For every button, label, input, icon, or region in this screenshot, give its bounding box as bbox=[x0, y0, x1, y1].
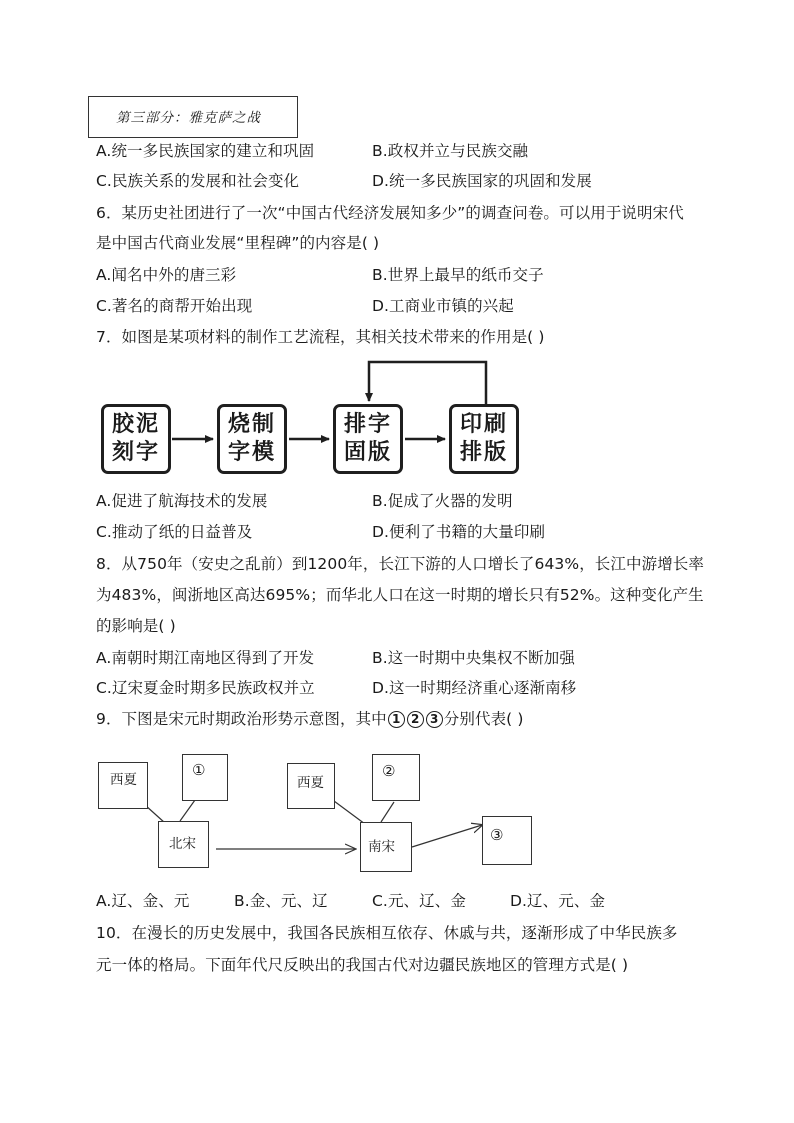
diagram-box-mark-1 bbox=[182, 754, 228, 801]
flow-step-3-top: 排字 bbox=[343, 412, 392, 437]
diagram-box-xixia-1 bbox=[98, 762, 148, 809]
q10-stem-line1: 10．在漫长的历史发展中，我国各民族相互依存、休戚与共，逐渐形成了中华民族多 bbox=[96, 924, 678, 942]
q9-option-b: B.金、元、辽 bbox=[234, 892, 328, 910]
q5-option-d: D.统一多民族国家的巩固和发展 bbox=[372, 172, 592, 190]
q9-stem bbox=[96, 709, 524, 729]
diagram-label-mark-3: ③ bbox=[490, 826, 504, 844]
diagram-box-beisong bbox=[158, 821, 209, 868]
q8-option-c: C.辽宋夏金时期多民族政权并立 bbox=[96, 679, 315, 697]
flow-step-1-bottom: 刻字 bbox=[111, 440, 160, 465]
section-title: 第三部分：雅克萨之战 bbox=[116, 110, 261, 126]
q8-option-a: A.南朝时期江南地区得到了开发 bbox=[96, 649, 315, 667]
q9-marker-3: 3 bbox=[426, 711, 443, 728]
q9-marker-1: 1 bbox=[388, 711, 405, 728]
flow-step-3-bottom: 固版 bbox=[343, 440, 392, 465]
q6-option-a: A.闻名中外的唐三彩 bbox=[96, 266, 237, 284]
diagram-label-beisong: 北宋 bbox=[169, 836, 196, 852]
q9-marker-2: 2 bbox=[407, 711, 424, 728]
flow-step-3 bbox=[333, 404, 403, 474]
diagram-box-nansong bbox=[360, 822, 412, 872]
flow-step-4 bbox=[449, 404, 519, 474]
q6-stem-line1: 6．某历史社团进行了一次“中国古代经济发展知多少”的调查问卷。可以用于说明宋代 bbox=[96, 204, 684, 222]
q8-stem-line3: 的影响是( ) bbox=[96, 617, 176, 635]
q9-stem-post: 分别代表( ) bbox=[443, 710, 524, 728]
q6-option-c: C.著名的商帮开始出现 bbox=[96, 297, 253, 315]
flow-step-1 bbox=[101, 404, 171, 474]
q7-option-a: A.促进了航海技术的发展 bbox=[96, 492, 268, 510]
q9-option-a: A.辽、金、元 bbox=[96, 892, 190, 910]
flow-step-4-bottom: 排版 bbox=[459, 440, 508, 465]
q7-option-c: C.推动了纸的日益普及 bbox=[96, 523, 253, 541]
q9-stem-pre: 9．下图是宋元时期政治形势示意图，其中 bbox=[96, 710, 387, 728]
flow-step-2-top: 烧制 bbox=[227, 412, 276, 437]
q5-option-c: C.民族关系的发展和社会变化 bbox=[96, 172, 300, 190]
q6-stem-line2: 是中国古代商业发展“里程碑”的内容是( ) bbox=[96, 234, 380, 252]
flow-step-4-top: 印刷 bbox=[459, 412, 508, 437]
q10-stem-line2: 元一体的格局。下面年代尺反映出的我国古代对边疆民族地区的管理方式是( ) bbox=[96, 956, 629, 974]
q9-option-c: C.元、辽、金 bbox=[372, 892, 466, 910]
diagram-label-mark-2: ② bbox=[382, 762, 396, 780]
diagram-label-xixia-1: 西夏 bbox=[110, 772, 137, 788]
flow-step-1-top: 胶泥 bbox=[111, 412, 160, 437]
q8-stem-line2: 为483%，闽浙地区高达695%；而华北人口在这一时期的增长只有52%。这种变化产生 bbox=[96, 586, 704, 604]
diagram-box-mark-3 bbox=[482, 816, 532, 865]
q9-option-d: D.辽、元、金 bbox=[510, 892, 606, 910]
q8-option-d: D.这一时期经济重心逐渐南移 bbox=[372, 679, 577, 697]
q6-option-d: D.工商业市镇的兴起 bbox=[372, 297, 514, 315]
diagram-label-xixia-2: 西夏 bbox=[297, 775, 324, 791]
q8-option-b: B.这一时期中央集权不断加强 bbox=[372, 649, 575, 667]
q5-option-b: B.政权并立与民族交融 bbox=[372, 142, 529, 160]
flow-step-2-bottom: 字模 bbox=[227, 440, 276, 465]
q8-stem-line1: 8．从750年（安史之乱前）到1200年，长江下游的人口增长了643%，长江中游增长率 bbox=[96, 555, 705, 573]
flow-step-2 bbox=[217, 404, 287, 474]
diagram-box-xixia-2 bbox=[287, 763, 335, 809]
q7-stem: 7．如图是某项材料的制作工艺流程，其相关技术带来的作用是( ) bbox=[96, 328, 545, 346]
q5-option-a: A.统一多民族国家的建立和巩固 bbox=[96, 142, 315, 160]
diagram-label-mark-1: ① bbox=[192, 761, 206, 779]
q7-option-d: D.便利了书籍的大量印刷 bbox=[372, 523, 546, 541]
diagram-label-nansong: 南宋 bbox=[368, 839, 395, 855]
diagram-box-mark-2 bbox=[372, 754, 420, 801]
q7-option-b: B.促成了火器的发明 bbox=[372, 492, 513, 510]
q6-option-b: B.世界上最早的纸币交子 bbox=[372, 266, 544, 284]
